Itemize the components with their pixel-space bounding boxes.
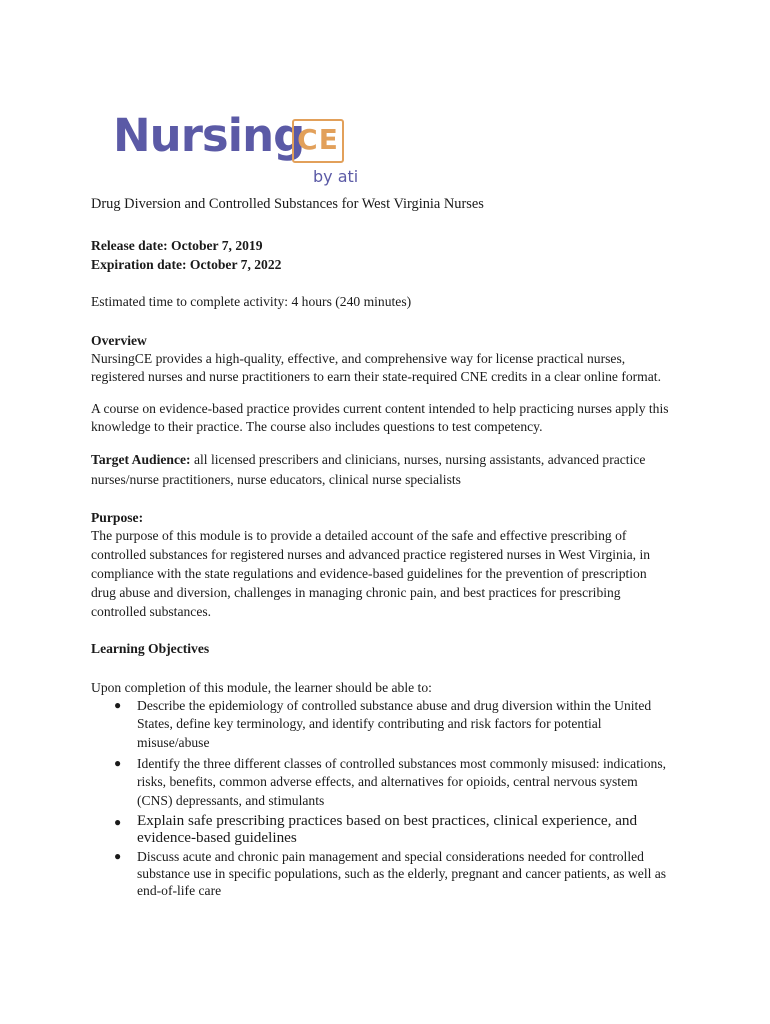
- objective-line: Describe the epidemiology of controlled substance abuse and drug diversion within the United: [137, 698, 652, 713]
- purpose-line: The purpose of this module is to provide a detailed account of the safe and effective prescribing of: [91, 528, 627, 543]
- target-audience: [91, 451, 691, 469]
- objective-line: substance use in specific populations, such as the elderly, pregnant and cancer patients, as well as: [137, 866, 667, 881]
- bullet-icon: ●: [114, 698, 122, 712]
- purpose-line: controlled substances for registered nurses and advanced practice registered nurses in West Virginia, in: [91, 547, 651, 562]
- purpose-line: controlled substances.: [91, 604, 212, 619]
- bullet-icon: ●: [114, 815, 122, 829]
- objective-line: States, define key terminology, and identify contributing and risk factors for potential: [137, 716, 602, 731]
- bullet-icon: ●: [114, 756, 122, 770]
- purpose-heading: Purpose:: [91, 510, 144, 525]
- overview-heading: Overview: [91, 333, 147, 348]
- expiration-date: Expiration date: October 7, 2022: [91, 257, 282, 272]
- learning-objectives-heading: Learning Objectives: [91, 641, 210, 656]
- objective-line: Identify the three different classes of controlled substances most commonly misused: indications,: [137, 756, 667, 771]
- objective-line: (CNS) depressants, and stimulants: [137, 793, 325, 808]
- overview-line: registered nurses and nurse practitioners to earn their state-required CNE credits in a clear online format.: [91, 369, 661, 384]
- objective-line: end-of-life care: [137, 883, 222, 898]
- objective-line: misuse/abuse: [137, 735, 210, 750]
- course-paragraph-line: A course on evidence-based practice provides current content intended to help practicing nurses apply this: [91, 401, 669, 416]
- estimated-time: Estimated time to complete activity: 4 hours (240 minutes): [91, 294, 412, 309]
- objective-line: Discuss acute and chronic pain management and special considerations needed for controlled: [137, 849, 644, 864]
- logo-ce-badge: CE: [292, 119, 344, 163]
- overview-line: NursingCE provides a high-quality, effective, and comprehensive way for license practical nurses,: [91, 351, 626, 366]
- bullet-icon: ●: [114, 849, 122, 863]
- target-audience-label: Target Audience:: [91, 452, 191, 467]
- logo-wordmark: Nursing: [113, 109, 305, 162]
- course-paragraph-line: knowledge to their practice. The course also includes questions to test competency.: [91, 419, 543, 434]
- target-audience-text: all licensed prescribers and clinicians, nurses, nursing assistants, advanced practice: [190, 452, 646, 467]
- objective-line: risks, benefits, common adverse effects, and alternatives for opioids, central nervous system: [137, 774, 638, 789]
- logo-byline: by ati: [313, 167, 359, 186]
- target-audience-line: nurses/nurse practitioners, nurse educators, clinical nurse specialists: [91, 472, 461, 487]
- nursingce-logo: [113, 109, 373, 192]
- course-title: Drug Diversion and Controlled Substances for West Virginia Nurses: [91, 196, 484, 212]
- purpose-line: compliance with the state regulations and evidence-based guidelines for the prevention of prescription: [91, 566, 647, 581]
- objective-line: evidence-based guidelines: [137, 829, 297, 846]
- learning-objectives-intro: Upon completion of this module, the learner should be able to:: [91, 680, 432, 695]
- objective-line: Explain safe prescribing practices based on best practices, clinical experience, and: [137, 812, 638, 829]
- purpose-line: drug abuse and diversion, challenges in managing chronic pain, and best practices for prescribing: [91, 585, 621, 600]
- release-date: Release date: October 7, 2019: [91, 238, 263, 253]
